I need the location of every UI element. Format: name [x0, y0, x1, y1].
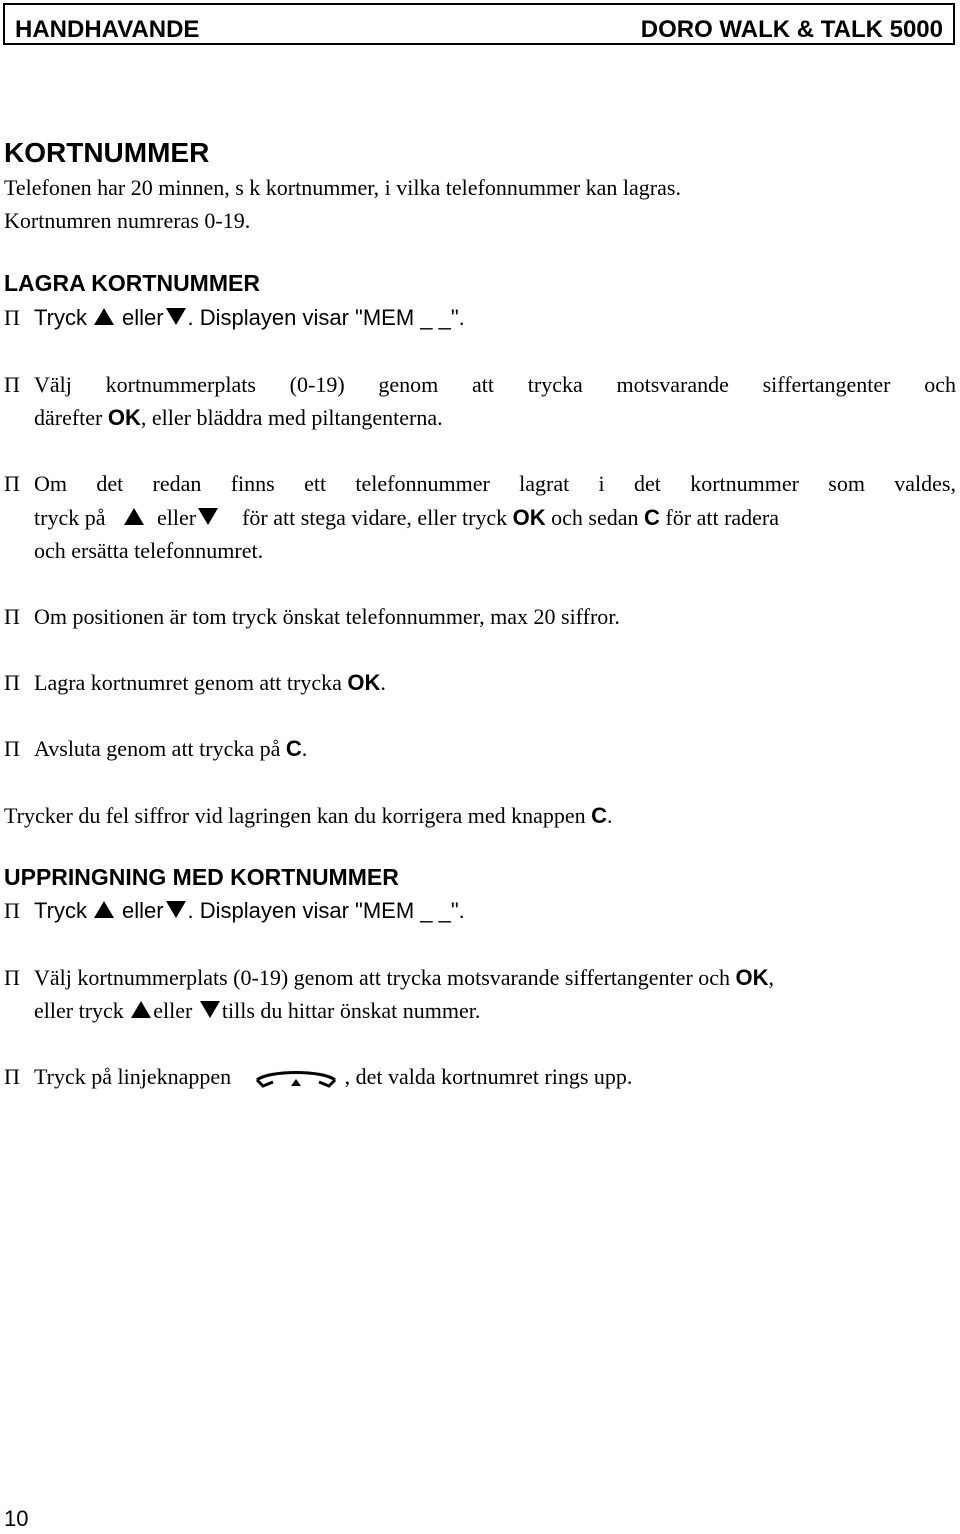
ok-key-label: OK: [512, 505, 546, 530]
arrow-down-triangle-icon: [166, 901, 186, 918]
uppringning-step-1: Tryck eller . Displayen visar "MEM _ _".: [34, 898, 465, 923]
correction-note: Trycker du fel siffror vid lagringen kan du korrigera med knappen C.: [4, 803, 613, 828]
lagra-step-3-line-2: tryck på eller för att stega vidare, eller tryck OK och sedan C för att radera: [34, 505, 780, 530]
ok-key-label: OK: [735, 965, 769, 990]
c-key-label: C: [285, 736, 302, 761]
arrow-down-triangle-icon: [200, 1001, 220, 1018]
arrow-up-triangle-icon: [131, 1001, 151, 1018]
bullet: Π: [4, 670, 20, 695]
bullet: Π: [4, 1064, 20, 1089]
bullet: Π: [4, 471, 20, 496]
arrow-up-triangle-icon: [124, 508, 144, 525]
section-title-lagra: LAGRA KORTNUMMER: [4, 270, 260, 296]
c-key-label: C: [591, 803, 608, 828]
uppringning-step-2-line-2: eller tryck eller tills du hittar önskat nummer.: [34, 998, 481, 1023]
lagra-step-1: Tryck eller . Displayen visar "MEM _ _".: [34, 305, 465, 330]
phone-line-key-icon: [251, 1066, 341, 1092]
section-title-kortnummer: KORTNUMMER: [4, 137, 210, 168]
arrow-up-triangle-icon: [94, 308, 114, 325]
section-title-uppringning: UPPRINGNING MED KORTNUMMER: [4, 864, 399, 890]
lagra-step-6: Avsluta genom att trycka på C.: [34, 736, 308, 761]
c-key-label: C: [644, 505, 660, 530]
ok-key-label: OK: [347, 670, 381, 695]
bullet: Π: [4, 372, 20, 397]
arrow-up-triangle-icon: [94, 901, 114, 918]
bullet: Π: [4, 604, 20, 629]
lagra-step-3-line-3: och ersätta telefonnumret.: [34, 538, 264, 563]
arrow-down-triangle-icon: [198, 508, 218, 525]
page-number: 10: [4, 1506, 29, 1531]
bullet: Π: [4, 965, 20, 990]
intro-line-1: Telefonen har 20 minnen, s k kortnummer, i vilka telefonnummer kan lagras.: [4, 175, 681, 200]
header-right: DORO WALK & TALK 5000: [640, 16, 943, 43]
lagra-step-5: Lagra kortnumret genom att trycka OK.: [34, 670, 386, 695]
lagra-step-2-line-2: därefter OK, eller bläddra med piltangenterna.: [34, 405, 443, 430]
intro-line-2: Kortnumren numreras 0-19.: [4, 208, 251, 233]
page-header: [3, 3, 955, 45]
bullet: Π: [4, 736, 20, 761]
bullet: Π: [4, 898, 20, 923]
bullet: Π: [4, 305, 20, 330]
lagra-step-3-line-1: Om det redan finns ett telefonnummer lagrat i det kortnummer som valdes,: [34, 471, 956, 496]
arrow-down-triangle-icon: [166, 308, 186, 325]
lagra-step-2-line-1: Välj kortnummerplats (0-19) genom att trycka motsvarande siffertangenter och: [34, 372, 956, 397]
uppringning-step-2-line-1: Välj kortnummerplats (0-19) genom att trycka motsvarande siffertangenter och OK,: [34, 965, 775, 990]
uppringning-step-3: Tryck på linjeknappen , det valda kortnumret rings upp.: [34, 1064, 632, 1092]
ok-key-label: OK: [107, 405, 141, 430]
lagra-step-4: Om positionen är tom tryck önskat telefonnummer, max 20 siffror.: [34, 604, 620, 629]
header-left: HANDHAVANDE: [15, 16, 200, 43]
